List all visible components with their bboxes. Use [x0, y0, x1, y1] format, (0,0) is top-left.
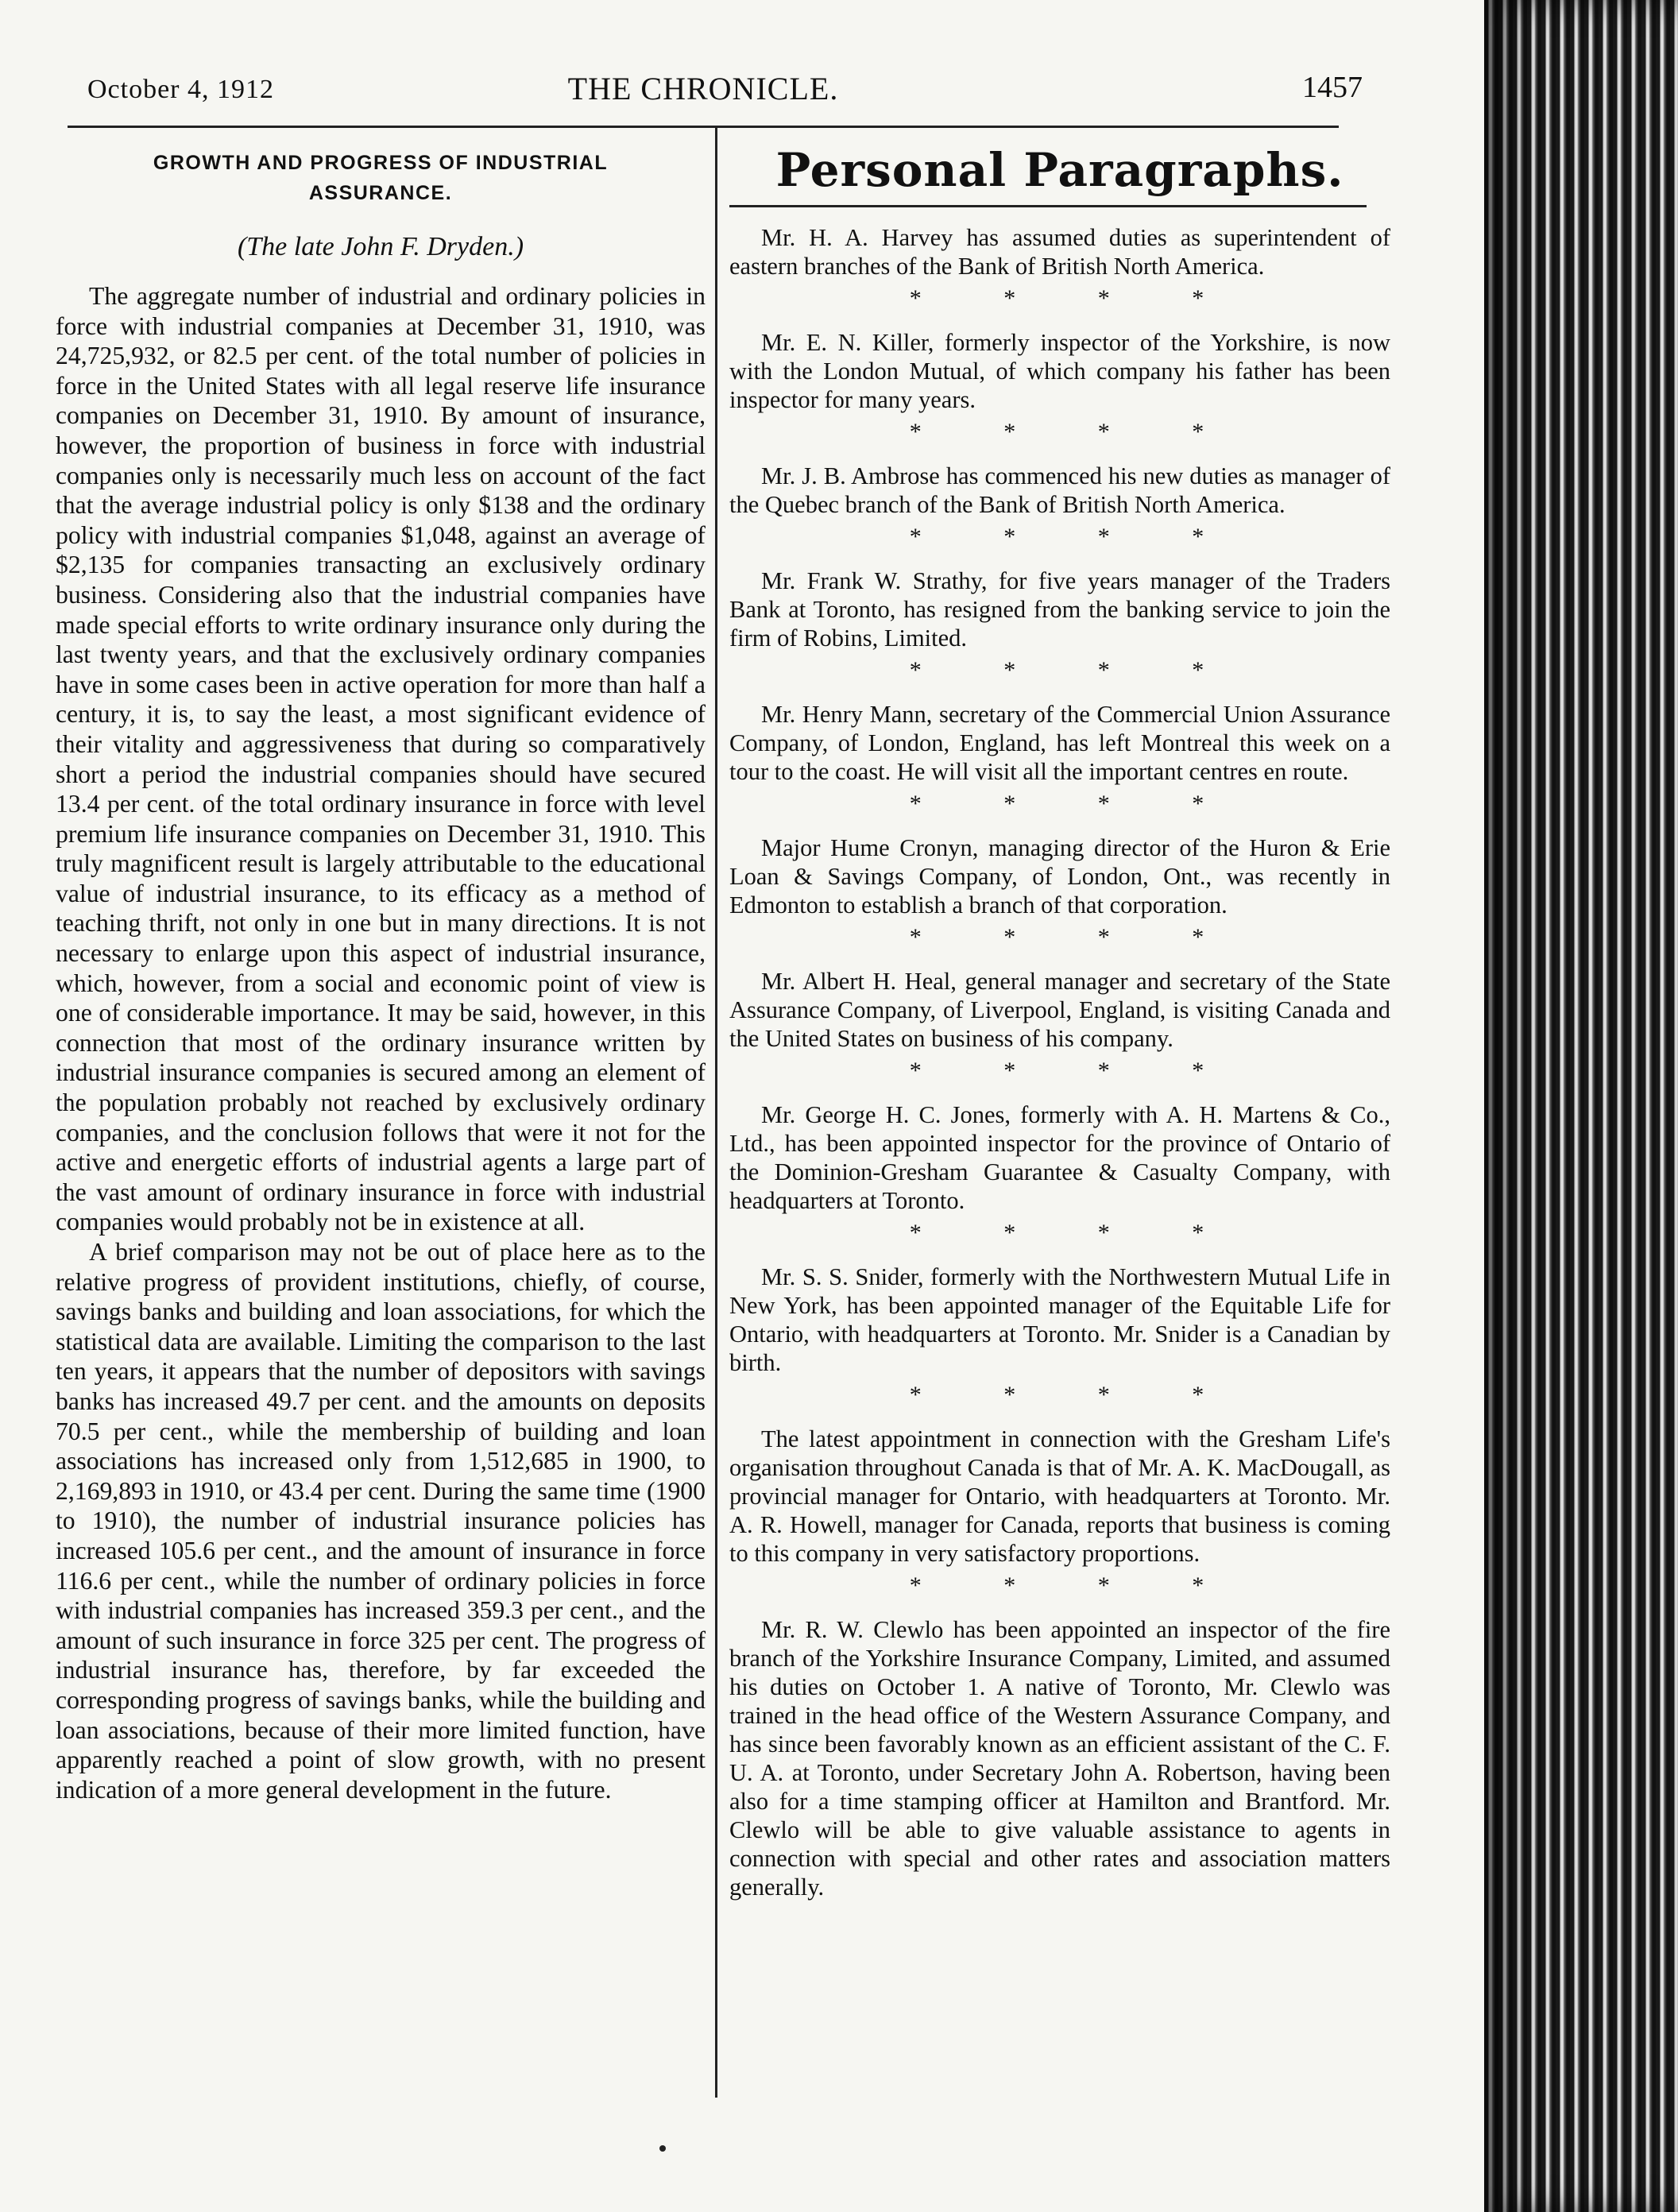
left-column — [56, 143, 706, 1804]
print-speck — [659, 2145, 666, 2152]
article-title: GROWTH AND PROGRESS OF INDUSTRIAL ASSURANCE. — [153, 152, 609, 204]
separator-stars: * * * * — [909, 1382, 1243, 1408]
separator-stars: * * * * — [909, 285, 1243, 311]
masthead: THE CHRONICLE. — [567, 71, 839, 106]
personal-paragraph: The latest appointment in connection with the Gresham Life's organisation throughout Canada is that of Mr. A. K. MacDougall, as provincial manager for Ontario, with headquarters at Toronto. Mr. A. R. Howell, manager for Canada, reports that business is coming to this company in very satisfactory proportions. — [729, 1425, 1390, 1567]
header-rule — [68, 126, 1339, 128]
article-paragraph-1: The aggregate number of industrial and ordinary policies in force with industrial companies at December 31, 1910, was 24,725,932, or 82.5 per cent. of the total number of policies in force in the United States with all legal reserve life insurance companies on December 31, 1910. By amount of insurance, however, the proportion of business in force with industrial companies only is necessarily much less on account of the fact that the average industrial policy is only $138 and the ordinary policy with industrial companies $1,048, against an average of $2,135 for companies transacting an exclusively ordinary business. Considering also that the industrial companies have made special efforts to write ordinary insurance only during the last twenty years, and that the exclusively ordinary companies have in some cases been in active operation for more than half a century, it is, to say the least, a most significant evidence of their vitality and aggressiveness that during so comparatively short a period the industrial companies should have secured 13.4 per cent. of the total ordinary insurance in force with level premium life insurance companies on December 31, 1910. This truly magnificent result is largely attributable to the educational value of industrial insurance, to its efficacy as a method of teaching thrift, not only in one but in many directions. It is not necessary to enlarge upon this aspect of industrial insurance, which, however, from a social and economic point of view is one of considerable importance. It may be said, however, in this connection that most of the ordinary insurance written by industrial insurance companies is secured among an element of the population probably not reached by exclusively ordinary companies, and the conclusion follows that were it not for the active and energetic efforts of industrial agents a large part of the vast amount of ordinary insurance in force with industrial companies would probably not be in existence at all. — [56, 282, 706, 1236]
personal-paragraph: Mr. S. S. Snider, formerly with the Northwestern Mutual Life in New York, has been appointed manager of the Equitable Life for Ontario, with headquarters at Toronto. Mr. Snider is a Canadian by birth. — [729, 1263, 1390, 1376]
article-byline: (The late John F. Dryden.) — [237, 232, 524, 261]
page-edge-shadow — [1484, 0, 1678, 2212]
separator-stars: * * * * — [909, 924, 1243, 950]
article-paragraph-2: A brief comparison may not be out of place here as to the relative progress of provident institutions, chiefly, of course, savings banks and building and loan associations, for which the statistical data are available. Limiting the comparison to the last ten years, it appears that the number of depositors with savings banks has increased 49.7 per cent. and the amounts on deposits 70.5 per cent., while the membership of building and loan associations has increased only from 1,512,685 in 1900, to 2,169,893 in 1910, or 43.4 per cent. During the same time (1900 to 1910), the number of industrial insurance policies has increased 105.6 per cent., and the amount of insurance in force 116.6 per cent., while the number of ordinary policies in force with industrial companies has increased 359.3 per cent., and the amount of such insurance in force 325 per cent. The progress of industrial insurance has, therefore, by far exceeded the corresponding progress of savings banks, while the building and loan associations, because of their more limited function, have apparently reached a point of slow growth, with no present indication of a more general development in the future. — [56, 1238, 706, 1804]
personal-paragraph: Mr. George H. C. Jones, formerly with A. H. Martens & Co., Ltd., has been appointed inspector for the province of Ontario of the Dominion-Gresham Guarantee & Casualty Company, with headquarters at Toronto. — [729, 1101, 1390, 1214]
page-header — [68, 67, 1363, 106]
page-number: 1457 — [1302, 71, 1363, 104]
separator-stars: * * * * — [909, 419, 1243, 445]
personal-paragraph: Mr. E. N. Killer, formerly inspector of the Yorkshire, is now with the London Mutual, of which company his father has been inspector for many years. — [729, 329, 1390, 413]
personal-paragraph: Mr. Frank W. Strathy, for five years manager of the Traders Bank at Toronto, has resigned from the banking service to join the firm of Robins, Limited. — [729, 567, 1390, 652]
section-title: Personal Paragraphs. — [775, 143, 1344, 197]
personal-paragraph: Mr. Henry Mann, secretary of the Commercial Union Assurance Company, of London, England, has left Montreal this week on a tour to the coast. He will visit all the important centres en route. — [729, 701, 1390, 785]
right-column — [729, 143, 1390, 1901]
personal-paragraph: Mr. R. W. Clewlo has been appointed an inspector of the fire branch of the Yorkshire Insurance Company, Limited, and assumed his duties on October 1. A native of Toronto, Mr. Clewlo was trained in the head office of the Western Assurance Company, and has since been favorably known as an efficient assistant of the C. F. U. A. at Toronto, under Secretary John A. Robertson, having been also for a time stamping officer at Hamilton and Brantford. Mr. Clewlo will be able to give valuable assistance to agents in connection with special and other rates and association matters generally. — [729, 1616, 1390, 1901]
separator-stars: * * * * — [909, 1572, 1243, 1599]
section-title-rule — [729, 205, 1367, 207]
separator-stars: * * * * — [909, 1220, 1243, 1246]
separator-stars: * * * * — [909, 524, 1243, 550]
separator-stars: * * * * — [909, 1058, 1243, 1084]
personal-paragraph: Major Hume Cronyn, managing director of the Huron & Erie Loan & Savings Company, of London, Ont., was recently in Edmonton to establish a branch of that corporation. — [729, 834, 1390, 918]
personal-paragraph: Mr. Albert H. Heal, general manager and secretary of the State Assurance Company, of Liverpool, England, is visiting Canada and the United States on business of his company. — [729, 968, 1390, 1052]
personal-paragraph: Mr. H. A. Harvey has assumed duties as superintendent of eastern branches of the Bank of British North America. — [729, 224, 1390, 280]
separator-stars: * * * * — [909, 791, 1243, 817]
personal-paragraph: Mr. J. B. Ambrose has commenced his new duties as manager of the Quebec branch of the Bank of British North America. — [729, 462, 1390, 518]
issue-date: October 4, 1912 — [87, 75, 275, 104]
column-divider — [715, 127, 717, 2098]
separator-stars: * * * * — [909, 657, 1243, 683]
